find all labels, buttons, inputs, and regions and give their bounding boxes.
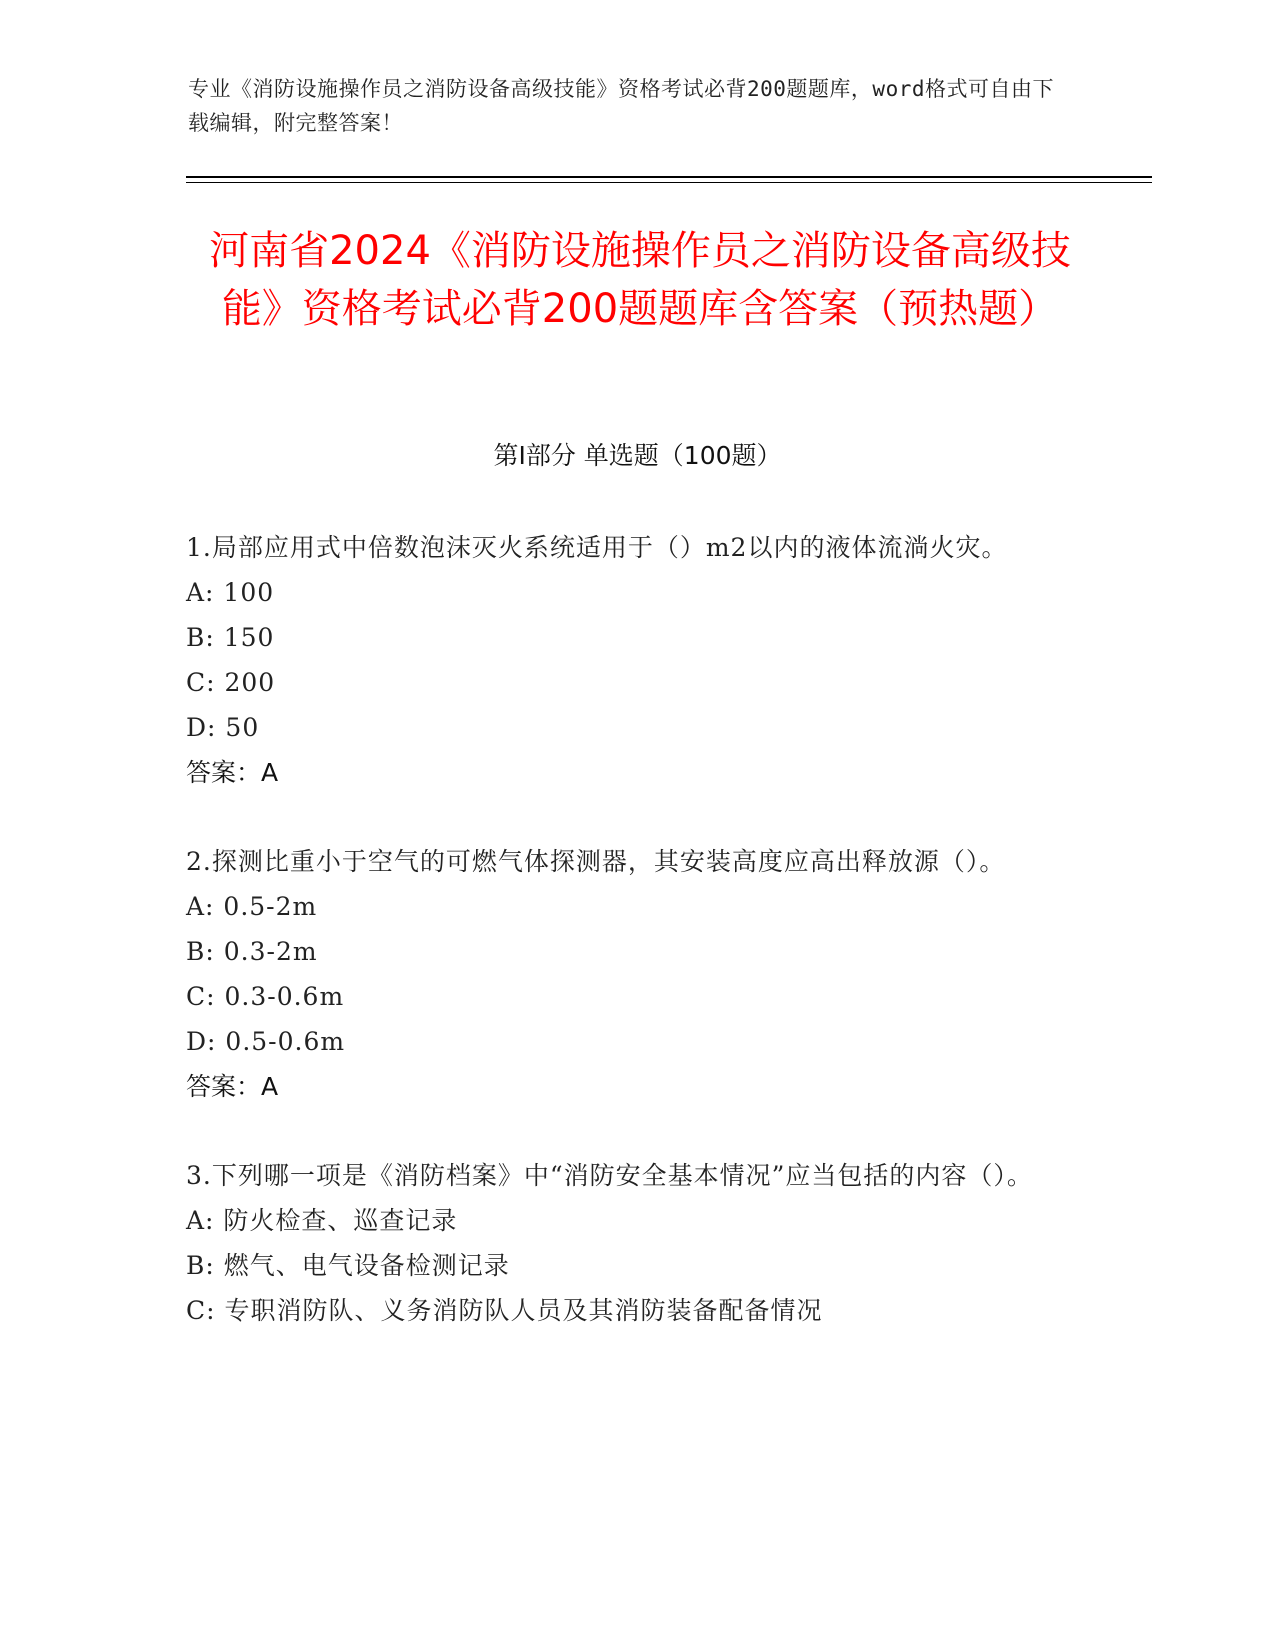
option-b: B: 燃气、电气设备检测记录 <box>186 1251 510 1280</box>
question-list <box>186 525 1066 1377</box>
question-item <box>186 1153 1066 1333</box>
option-a: A: 100 <box>186 578 275 607</box>
document-title: 河南省2024《消防设施操作员之消防设备高级技能》资格考试必背200题题库含答案（预热题） <box>209 228 1071 332</box>
question-text: 1.局部应用式中倍数泡沫灭火系统适用于（）m2以内的液体流淌火灾。 <box>186 533 1008 562</box>
header-divider-thin <box>186 182 1152 183</box>
question-text: 2.探测比重小于空气的可燃气体探测器，其安装高度应高出释放源（）。 <box>186 847 1006 876</box>
option-d: D: 0.5-0.6m <box>186 1027 346 1056</box>
option-d: D: 50 <box>186 713 260 742</box>
question-item <box>186 839 1066 1109</box>
section-heading: 第I部分 单选题（100题） <box>493 441 782 470</box>
header-note: 专业《消防设施操作员之消防设备高级技能》资格考试必背200题题库，word格式可自由下载编辑，附完整答案！ <box>188 77 1054 135</box>
option-b: B: 150 <box>186 623 275 652</box>
header-divider-thick <box>186 176 1152 178</box>
option-c: C: 200 <box>186 668 276 697</box>
option-b: B: 0.3-2m <box>186 937 318 966</box>
question-text: 3.下列哪一项是《消防档案》中“消防安全基本情况”应当包括的内容（）。 <box>186 1161 1033 1190</box>
option-a: A: 0.5-2m <box>186 892 318 921</box>
option-a: A: 防火检查、巡查记录 <box>186 1206 458 1235</box>
answer-line: 答案：A <box>186 758 279 787</box>
option-c: C: 0.3-0.6m <box>186 982 345 1011</box>
option-c: C: 专职消防队、义务消防队人员及其消防装备配备情况 <box>186 1296 823 1325</box>
question-item <box>186 525 1066 795</box>
answer-line: 答案：A <box>186 1072 279 1101</box>
